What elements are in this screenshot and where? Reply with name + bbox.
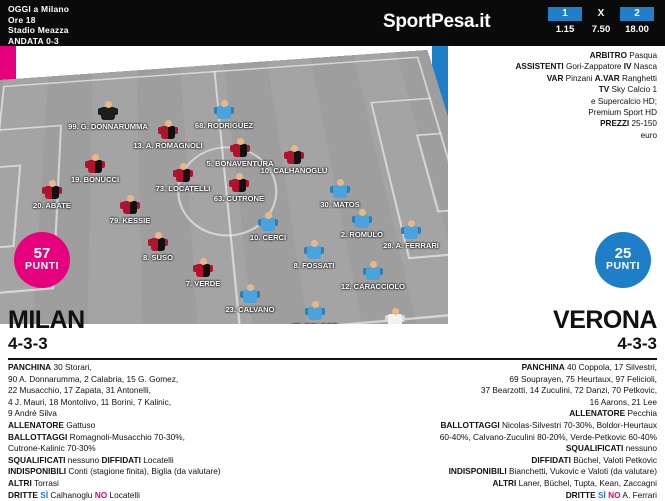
odds-draw[interactable] bbox=[584, 7, 618, 39]
home-points-badge bbox=[14, 232, 70, 288]
away-points-number: 25 bbox=[614, 245, 632, 262]
jersey-icon bbox=[241, 286, 259, 303]
away-detail-line: SQUALIFICATI nessuno bbox=[565, 443, 657, 454]
odds-draw-label: X bbox=[584, 7, 618, 21]
away-points-badge bbox=[595, 232, 651, 288]
top-bar bbox=[0, 0, 665, 46]
jersey-icon bbox=[306, 303, 324, 320]
away-team-name: VERONA bbox=[553, 306, 657, 334]
jersey-icon bbox=[353, 211, 371, 228]
odds-away-value: 18.00 bbox=[620, 21, 654, 38]
official-line: Premium Sport HD bbox=[588, 108, 657, 118]
player-label: 30. MATOS bbox=[320, 200, 360, 209]
home-detail-line: DRITTE SÌ Calhanoglu NO Locatelli bbox=[8, 489, 140, 500]
pitch-area bbox=[0, 46, 448, 324]
home-detail-line: INDISPONIBILI Conti (stagione finita), Biglia (da valutare) bbox=[8, 466, 221, 477]
home-detail-line: SQUALIFICATI nessuno DIFFIDATI Locatelli bbox=[8, 454, 174, 465]
home-detail-line: 9 André Silva bbox=[8, 408, 57, 419]
official-line: TV Sky Calcio 1 bbox=[598, 85, 657, 95]
odds-away[interactable] bbox=[620, 7, 654, 39]
away-detail-line: INDISPONIBILI Bianchetti, Vukovic e Valoti (da valutare) bbox=[448, 466, 657, 477]
official-line: ASSISTENTI Gori-Zappatore IV Nasca bbox=[515, 62, 657, 72]
player-label: 23. CALVANO bbox=[225, 305, 275, 314]
official-line: PREZZI 25-150 bbox=[600, 119, 657, 129]
home-detail-line: ALLENATORE Gattuso bbox=[8, 419, 96, 430]
home-detail-line: BALLOTTAGGI Romagnoli-Musacchio 70-30%, bbox=[8, 431, 185, 442]
away-detail-line: DIFFIDATI Büchel, Valoti Petkovic bbox=[531, 454, 657, 465]
player-label: 79. KESSIE bbox=[109, 216, 151, 225]
player-label: 63. CUTRONE bbox=[213, 194, 265, 203]
player-label: 10. CERCI bbox=[249, 233, 287, 242]
home-detail-line: PANCHINA 30 Storari, bbox=[8, 362, 92, 372]
jersey-icon bbox=[231, 140, 249, 157]
away-detail-line: ALLENATORE Pecchia bbox=[569, 408, 657, 419]
away-details bbox=[339, 362, 657, 501]
away-detail-line: PANCHINA 40 Coppola, 17 Silvestri, bbox=[521, 362, 657, 372]
player-label: 10. CALHANOGLU bbox=[260, 166, 328, 175]
home-points-number: 57 bbox=[33, 245, 51, 262]
odds-away-label: 2 bbox=[620, 7, 654, 21]
player-label: 8. FOSSATI bbox=[293, 261, 335, 270]
odds-draw-value: 7.50 bbox=[584, 21, 618, 38]
away-points-label: PUNTI bbox=[606, 260, 640, 272]
player-label: 99. G. DONNARUMMA bbox=[68, 122, 148, 131]
home-points-label: PUNTI bbox=[25, 260, 59, 272]
player-label: 5. BONAVENTURA bbox=[206, 159, 274, 168]
player-label: 2. ROMULO bbox=[340, 230, 384, 239]
odds-home[interactable] bbox=[548, 7, 582, 39]
home-team-name: MILAN bbox=[8, 306, 85, 334]
away-detail-line: 69 Souprayen, 75 Heurtaux, 97 Felicioli, bbox=[509, 373, 657, 384]
official-line: ARBITRO Pasqua bbox=[589, 51, 657, 60]
home-details bbox=[8, 362, 326, 501]
official-line: VAR Pinzani A.VAR Ranghetti bbox=[546, 73, 657, 83]
home-detail-line: 90 A. Donnarumma, 2 Calabria, 15 G. Gomez, bbox=[8, 373, 179, 384]
odds-panel[interactable] bbox=[548, 7, 658, 39]
jersey-icon bbox=[174, 165, 192, 182]
home-detail-line: ALTRI Torrasi bbox=[8, 477, 59, 488]
odds-home-value: 1.15 bbox=[548, 21, 582, 38]
official-line: euro bbox=[640, 130, 657, 140]
jersey-icon bbox=[121, 197, 139, 214]
away-formation: 4-3-3 bbox=[617, 334, 657, 353]
officials-list bbox=[452, 50, 657, 141]
jersey-icon bbox=[259, 214, 277, 231]
jersey-icon bbox=[159, 122, 177, 139]
home-detail-line: 22 Musacchio, 17 Zapata, 31 Antonelli, bbox=[8, 385, 151, 396]
jersey-icon bbox=[305, 242, 323, 259]
away-detail-line: BALLOTTAGGI Nicolas-Silvestri 70-30%, Boldor-Heurtaux bbox=[440, 419, 657, 430]
jersey-icon bbox=[230, 175, 248, 192]
player-label: 20. ABATE bbox=[33, 201, 71, 210]
jersey-icon bbox=[86, 156, 104, 173]
jersey-icon bbox=[402, 222, 420, 239]
jersey-icon bbox=[285, 147, 303, 164]
jersey-icon bbox=[364, 263, 382, 280]
away-detail-line: 16 Aarons, 21 Lee bbox=[589, 396, 657, 407]
away-detail-line: 37 Bearzotti, 14 Zuculini, 72 Danzi, 70 Petkovic, bbox=[480, 385, 657, 396]
home-formation: 4-3-3 bbox=[8, 334, 48, 353]
player-label: 68. RODRIGUEZ bbox=[194, 121, 254, 130]
player-label: 28. A. FERRARI bbox=[383, 241, 439, 250]
home-detail-line: Cutrone-Kalinic 70-30% bbox=[8, 443, 96, 454]
away-detail-line: 60-40%, Calvano-Zuculini 80-20%, Verde-Petkovic 60-40% bbox=[439, 431, 657, 442]
player-label: 19. BONUCCI bbox=[70, 175, 120, 184]
jersey-icon bbox=[331, 181, 349, 198]
player-label: 7. VERDE bbox=[185, 279, 221, 288]
away-detail-line: DRITTE SÌ NO A. Ferrari bbox=[565, 489, 657, 500]
player-label: 13. A. ROMAGNOLI bbox=[133, 141, 203, 150]
player-label: 12. CARACCIOLO bbox=[340, 282, 406, 291]
jersey-icon bbox=[194, 260, 212, 277]
away-detail-line: ALTRI Laner, Büchel, Tupta, Kean, Zaccagni bbox=[492, 477, 657, 488]
player-label: 8. SUSO bbox=[143, 253, 173, 262]
jersey-icon bbox=[43, 182, 61, 199]
jersey-icon bbox=[149, 234, 167, 251]
official-line: e Supercalcio HD; bbox=[591, 96, 657, 106]
odds-home-label: 1 bbox=[548, 7, 582, 21]
home-detail-line: 4 J. Mauri, 18 Montolivo, 11 Borini, 7 Kalinic, bbox=[8, 396, 172, 407]
match-info: OGGI a Milano Ore 18 Stadio Meazza ANDATA 0-3 bbox=[8, 4, 70, 46]
brand-logo: SportPesa.it bbox=[383, 11, 491, 32]
player-label: 73. LOCATELLI bbox=[155, 184, 211, 193]
jersey-icon bbox=[99, 103, 117, 120]
jersey-icon bbox=[215, 102, 233, 119]
